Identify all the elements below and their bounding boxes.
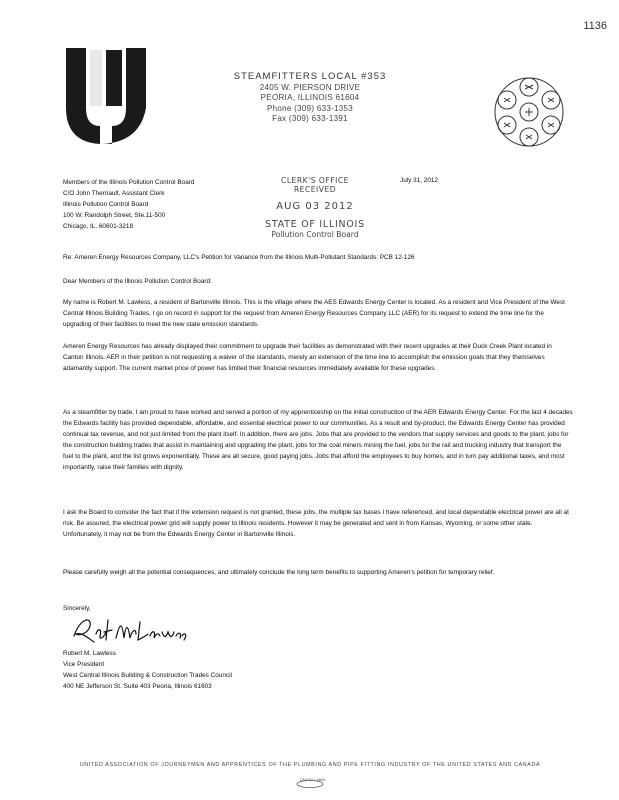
re-line: Re: Ameren Energy Resources Company, LLC's Petition for Variance from the Illinois Multi-Pollutant Standards: PCB 12-126 [63, 254, 415, 261]
page-number: 1136 [583, 20, 607, 32]
recipient-line: 100 W. Randolph Street, Ste.11-500 [63, 212, 166, 219]
paragraph: Ameren Energy Resources has already displayed their commitment to upgrade their facilities as demonstrated with their recent upgrades at their Duck Creek Plant located in Canton Illinois. AER in their petition is not requesting a waiver of the standards, merely an extension of the time line to accomplish the emission goals that they themselves adamantly support. The current market price of power has limited their financial resources immediately available for these upgrades. [63, 343, 552, 372]
union-letterhead [205, 72, 415, 125]
union-bug-label: UNION LABEL [300, 777, 327, 782]
union-phone: Phone (309) 633-1353 [266, 103, 354, 113]
stamp-line: CLERK'S OFFICE [281, 176, 349, 185]
union-name: STEAMFITTERS LOCAL #353 [233, 71, 387, 82]
paragraph: I ask the Board to consider the fact that if the extension request is not granted, these jobs, the multiple tax bases I have referenced, and local dependable electrical power are all at risk. Be assured, the electrical power grid will supply power to Illinois residents. However it may be generated and sent in from Kansas, Wyoming, or some other state. Unfortunately, it may not be from the Edwards Energy Center in Bartonville Illinois. [63, 509, 569, 538]
union-fax: Fax (309) 633-1391 [272, 114, 348, 123]
recipient-line: C/O John Therriault, Assistant Clerk [63, 190, 165, 197]
svg-text:UA: UA [103, 137, 109, 141]
union-street: 2405 W. PIERSON DRIVE [259, 82, 361, 92]
recipient-line: Chicago, IL. 60601-3218 [63, 223, 133, 230]
signature [70, 612, 190, 646]
closing: Sincerely, [63, 605, 91, 612]
stamp-line: Pollution Control Board [271, 230, 359, 239]
recipient-line: Illinois Pollution Control Board [63, 201, 149, 208]
signer-name: Robert M. Lawless [63, 650, 116, 657]
trades-seal-icon [493, 73, 565, 151]
letter-date: July 31, 2012 [400, 177, 439, 184]
paragraph: As a steamfitter by trade, I am proud to have worked and served a portion of my apprenticeship on the initial construction of the AER Edwards Energy Center. For the last 4 decades the Edwards facility has provided dependable, affordable, and essential electrical power to our communities. As a result and by-product, the Edwards Energy Center has provided continual tax revenue, and not just limited from the plant itself. In addition, there are jobs. Jobs that are provided to the vendors that supply services and goods to the plant, jobs for the construction building trades that assist in maintaining and upgrading the plant, jobs for the coal miners mining the fuel, jobs for the rail and trucking industry that transport the fuel to the plant, and the list grows exponentially. These are all secure, good paying jobs. Jobs that afford the employees to buy homes, and in turn pay additional taxes, and most importantly, raise their families with dignity. [63, 409, 573, 471]
signer-org: West Central Illinois Building & Construction Trades Council [63, 672, 232, 679]
signer-title: Vice President [63, 661, 105, 668]
paragraph: Please carefully weigh all the potential consequences, and ultimately conclude the long term benefits to supporting Ameren's petition for temporary relief. [63, 569, 495, 576]
union-city: PEORIA, ILLINOIS 61604 [260, 93, 360, 102]
footer: UNITED ASSOCIATION OF JOURNEYMEN AND APPRENTICES OF THE PLUMBING AND PIPE FITTING INDUSTRY OF THE UNITED STATES AND CANADA [79, 762, 541, 768]
signer-address: 400 NE Jefferson St. Suite 403 Peoria, Illinois 61603 [63, 683, 212, 690]
recipient-line: Members of the Illinois Pollution Control Board [63, 179, 195, 186]
signature-block [63, 648, 232, 692]
ua-logo [62, 46, 150, 146]
ua-logo-graphic [62, 46, 150, 146]
stamp-line: RECEIVED [293, 185, 337, 194]
received-stamp [262, 176, 368, 239]
stamp-line: STATE OF ILLINOIS [265, 219, 365, 230]
recipient-address [63, 177, 194, 232]
paragraph: My name is Robert M. Lawless, a resident of Bartonville Illinois. This is the village where the AES Edwards Energy Center is located. As a resident and Vice President of the West Central Illinois Building Trades, I go on record in support for the request from Ameren Energy Resources Company LLC (AER) for its request to extend the time line for the upgrading of their facilities to meet the new state emission standards. [63, 299, 565, 328]
stamp-date: AUG 03 2012 [276, 201, 354, 212]
salutation: Dear Members of the Illinois Pollution Control Board: [63, 278, 212, 285]
